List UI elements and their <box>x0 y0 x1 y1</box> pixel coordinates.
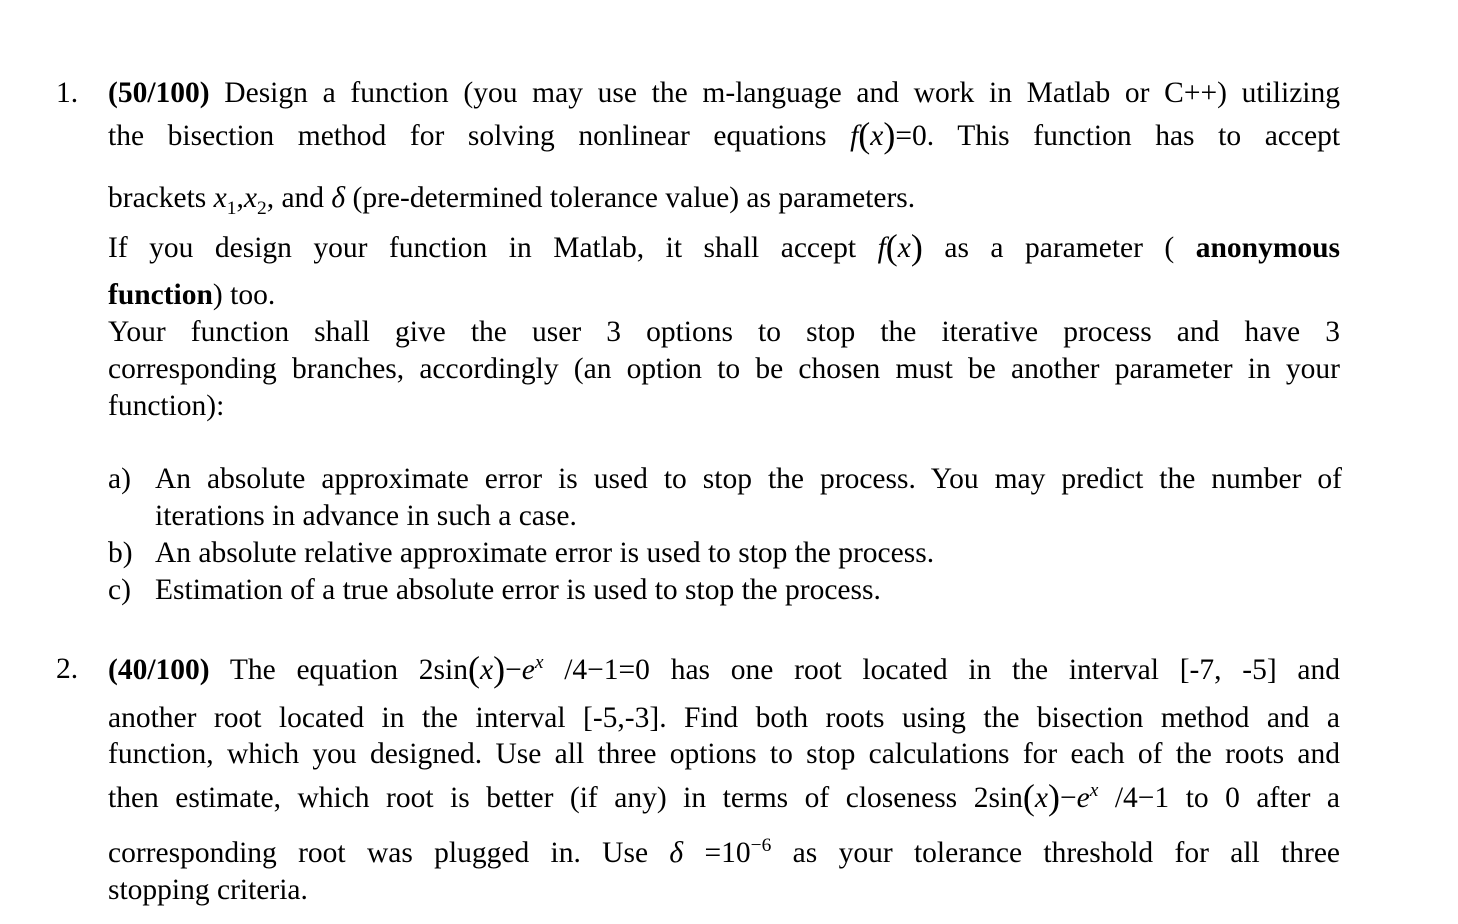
problem-1-line-4-mid: as a parameter ( <box>944 232 1175 264</box>
problem-2-line-1 <box>108 651 1340 688</box>
option-c-text: Estimation of a true absolute error is used to stop the process. <box>155 574 881 606</box>
option-c-label: c) <box>108 574 131 606</box>
problem-2-line-2: another root located in the interval [-5,-3]. Find both roots using the bisection method and a <box>108 702 1340 734</box>
option-b-label: b) <box>108 537 133 569</box>
problem-1-line-4 <box>108 229 1340 266</box>
function-bold: function <box>108 279 213 311</box>
problem-2-number: 2. <box>56 653 79 685</box>
problem-1-line-4-start: If you design your function in Matlab, it shall accept <box>108 232 857 264</box>
problem-1-line-2-tail: . This function has to accept <box>926 120 1341 152</box>
problem-2-line-4 <box>108 779 1340 816</box>
delta-symbol: δ <box>331 182 346 214</box>
problem-2-line-4-start: then estimate, which root is better (if any) in terms of closeness <box>108 782 958 814</box>
problem-1-number: 1. <box>56 77 79 109</box>
problem-1-line-8: function): <box>108 390 225 422</box>
problem-2-line-5-start: corresponding root was plugged in. Use <box>108 837 649 869</box>
option-a-label: a) <box>108 463 131 495</box>
problem-1-line-1 <box>108 75 1340 111</box>
problem-1-line-5 <box>108 277 1340 313</box>
option-a-line-1: An absolute approximate error is used to stop the process. You may predict the number of <box>155 463 1342 495</box>
equation-main: $2\sin(x)-e^x$ /4−1=0 <box>418 649 650 689</box>
problem-2-line-1-end: has one root located in the interval [-7, -5] and <box>670 654 1340 686</box>
problem-2-points: (40/100) <box>108 654 210 686</box>
option-b-text: An absolute relative approximate error is used to stop the process. <box>155 537 935 569</box>
problem-1-line-3 <box>108 180 1340 219</box>
problem-2-line-3: function, which you designed. Use all three options to stop calculations for each of the roots and <box>108 738 1340 770</box>
anonymous-bold: anonymous <box>1195 232 1341 264</box>
problem-2-line-5 <box>108 835 1340 871</box>
problem-1-line-3-end: (pre-determined tolerance value) as parameters. <box>352 182 916 214</box>
problem-1-line-3-start: brackets <box>108 182 207 214</box>
problem-1-line-5-tail: ) too. <box>212 279 276 311</box>
problem-1-line-1-text: Design a function (you may use the m-language and work in Matlab or C++) utilizing <box>224 77 1340 109</box>
problem-1-line-2 <box>108 117 1340 154</box>
problem-1-line-7: corresponding branches, accordingly (an option to be chosen must be another parameter in your <box>108 353 1340 385</box>
problem-1-line-3-mid: , and <box>266 182 325 214</box>
f-of-x-parameter: f(x) <box>877 227 923 267</box>
tolerance-equation: $\delta =10^{-6}$ <box>669 835 772 869</box>
equation-f-of-x: f(x)=0 <box>850 115 927 155</box>
option-a-line-2: iterations in advance in such a case. <box>155 500 577 532</box>
problem-2-line-1-start: The equation <box>229 654 399 686</box>
problem-2-line-5-end: as your tolerance threshold for all three <box>792 837 1341 869</box>
problem-1-line-6: Your function shall give the user 3 options to stop the iterative process and have 3 <box>108 316 1340 348</box>
problem-1-line-2-text: the bisection method for solving nonlinear equations <box>108 120 827 152</box>
equation-closeness: $2\sin(x)-e^x$ /4−1 <box>973 777 1170 817</box>
problem-1-points: (50/100) <box>108 77 210 109</box>
problem-2-line-4-end: to 0 after a <box>1185 782 1341 814</box>
problem-2-line-6: stopping criteria. <box>108 874 308 906</box>
brackets-math: $x_1,x_2$ <box>213 182 267 219</box>
